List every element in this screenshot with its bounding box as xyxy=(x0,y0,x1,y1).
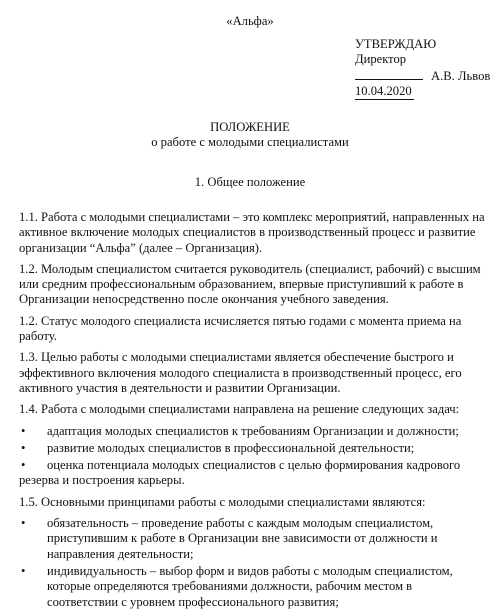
list-item xyxy=(19,458,485,489)
document-body xyxy=(19,210,485,612)
paragraph-1-2: 1.2. Молодым специалистом считается руководитель (специалист, рабочий) с высшим или средним профессиональным образованием, впервые приступивший к работе в Организации непосредственно после окончания учебного заведения. xyxy=(19,261,481,307)
signature-underline xyxy=(355,68,423,80)
organization-name: «Альфа» xyxy=(226,14,274,28)
bullet-icon: • xyxy=(21,423,26,438)
approval-block xyxy=(355,37,495,100)
bullet-icon: • xyxy=(21,458,26,473)
section-heading: 1. Общее положение xyxy=(194,175,306,189)
title-line-2: о работе с молодыми специалистами xyxy=(151,135,349,150)
paragraph-1-2b: 1.2. Статус молодого специалиста исчисляется пятью годами с момента приема на работу. xyxy=(19,313,462,344)
approve-role: Директор xyxy=(355,52,407,67)
list-item xyxy=(19,516,485,562)
bullet-icon: • xyxy=(21,440,26,455)
principle-text: индивидуальность – выбор форм и видов работы с молодым специалистом, которые определяются требованиями должности, рабочим местом в соответствии с уровнем профессионального развития; xyxy=(47,563,453,609)
title-line-1: ПОЛОЖЕНИЕ xyxy=(210,120,290,134)
document-title xyxy=(0,120,500,151)
task-text: развитие молодых специалистов в профессиональной деятельности; xyxy=(47,440,415,455)
paragraph-1-3: 1.3. Целью работы с молодыми специалистами является обеспечение быстрого и эффективного включения молодого специалиста в производственный процесс, его активного участия в деятельности и развитии Организации. xyxy=(19,350,462,395)
approver-name: А.В. Львов xyxy=(431,68,491,83)
paragraph-1-4: 1.4. Работа с молодыми специалистами направлена на решение следующих задач: xyxy=(19,402,460,417)
list-item xyxy=(19,424,485,439)
paragraph-1-5: 1.5. Основными принципами работы с молодыми специалистами являются: xyxy=(19,494,426,509)
paragraph-1-1: 1.1. Работа с молодыми специалистами – это комплекс мероприятий, направленных на активное включение молодых специалистов в производственный процесс и развитие организации “Альфа” (далее – Организация). xyxy=(19,210,485,255)
approve-date-line xyxy=(355,84,495,100)
signature-line xyxy=(355,68,495,84)
principle-text: обязательность – проведение работы с каждым молодым специалистом, приступившим к работе в Организации вне зависимости от должности и направления деятельности; xyxy=(47,516,438,561)
list-item xyxy=(19,441,485,456)
approve-date: 10.04.2020 xyxy=(355,84,414,100)
task-text: оценка потенциала молодых специалистов с целью формирования кадрового резерва и построения карьеры. xyxy=(19,458,461,488)
approve-title: УТВЕРЖДАЮ xyxy=(355,37,437,51)
task-text: адаптация молодых специалистов к требованиям Организации и должности; xyxy=(47,423,459,438)
list-item xyxy=(19,564,485,610)
bullet-icon: • xyxy=(21,516,26,531)
bullet-icon: • xyxy=(21,563,26,578)
